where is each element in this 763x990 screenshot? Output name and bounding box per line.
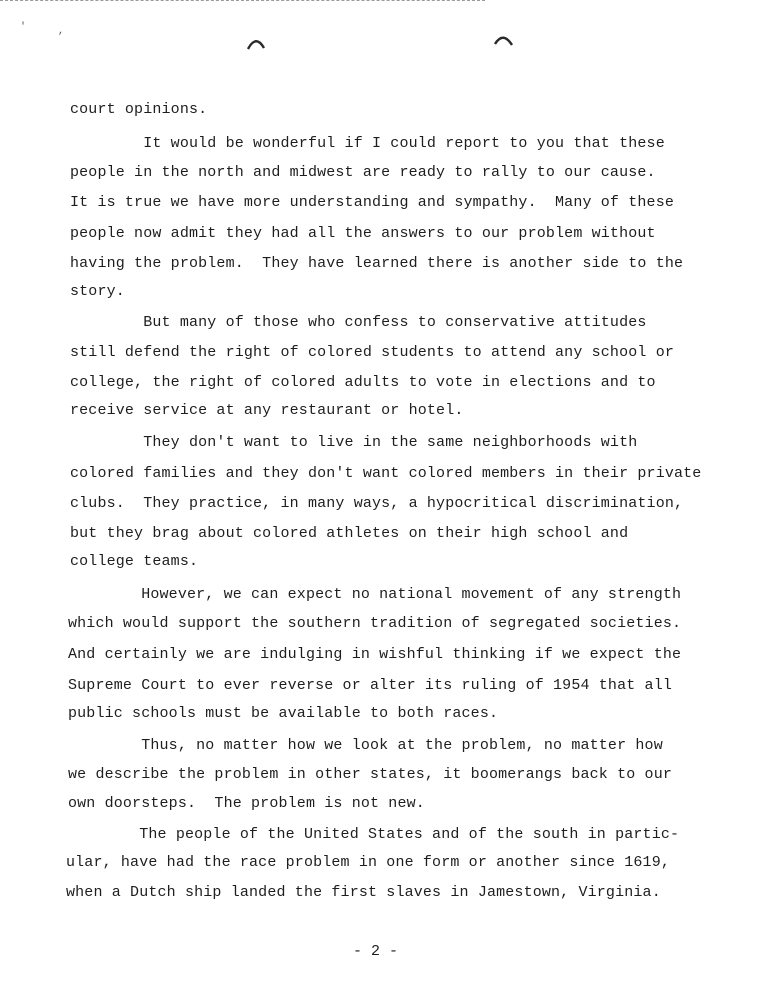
- text-line: However, we can expect no national movement of any strength: [68, 586, 682, 603]
- text-line: having the problem. They have learned there is another side to the: [70, 255, 684, 272]
- text-line: own doorsteps. The problem is not new.: [68, 795, 425, 812]
- page-number: - 2 -: [353, 943, 399, 960]
- text-line: colored families and they don't want colored members in their private: [70, 465, 702, 482]
- text-line: clubs. They practice, in many ways, a hypocritical discrimination,: [70, 495, 684, 512]
- text-line: still defend the right of colored students to attend any school or: [70, 344, 674, 361]
- text-line: we describe the problem in other states, it boomerangs back to our: [68, 766, 672, 783]
- text-line: They don't want to live in the same neighborhoods with: [70, 434, 638, 451]
- text-line: people now admit they had all the answers to our problem without: [70, 225, 656, 242]
- scan-speck: ': [20, 22, 27, 33]
- text-line: people in the north and midwest are ready to rally to our cause.: [70, 164, 656, 181]
- text-line: Supreme Court to ever reverse or alter its ruling of 1954 that all: [68, 677, 672, 694]
- text-line: college teams.: [70, 553, 199, 570]
- text-line: Thus, no matter how we look at the problem, no matter how: [68, 737, 663, 754]
- top-dashed-border: [0, 0, 485, 1]
- text-line: which would support the southern tradition of segregated societies.: [68, 615, 682, 632]
- text-line: public schools must be available to both races.: [68, 705, 499, 722]
- text-line: ular, have had the race problem in one form or another since 1619,: [66, 854, 670, 871]
- text-line: receive service at any restaurant or hotel.: [70, 402, 464, 419]
- text-line: when a Dutch ship landed the first slaves in Jamestown, Virginia.: [66, 884, 661, 901]
- binder-hole-mark-left: [246, 36, 266, 50]
- text-line: It is true we have more understanding and sympathy. Many of these: [70, 194, 674, 211]
- text-line: story.: [70, 283, 125, 300]
- text-line: court opinions.: [70, 101, 208, 118]
- text-line: But many of those who confess to conservative attitudes: [70, 314, 647, 331]
- text-line: The people of the United States and of the south in partic-: [66, 826, 680, 843]
- text-line: college, the right of colored adults to vote in elections and to: [70, 374, 656, 391]
- binder-hole-mark-right: [493, 33, 513, 47]
- text-line: but they brag about colored athletes on their high school and: [70, 525, 629, 542]
- scan-speck: ,: [58, 26, 65, 37]
- text-line: And certainly we are indulging in wishful thinking if we expect the: [68, 646, 682, 663]
- text-line: It would be wonderful if I could report to you that these: [70, 135, 665, 152]
